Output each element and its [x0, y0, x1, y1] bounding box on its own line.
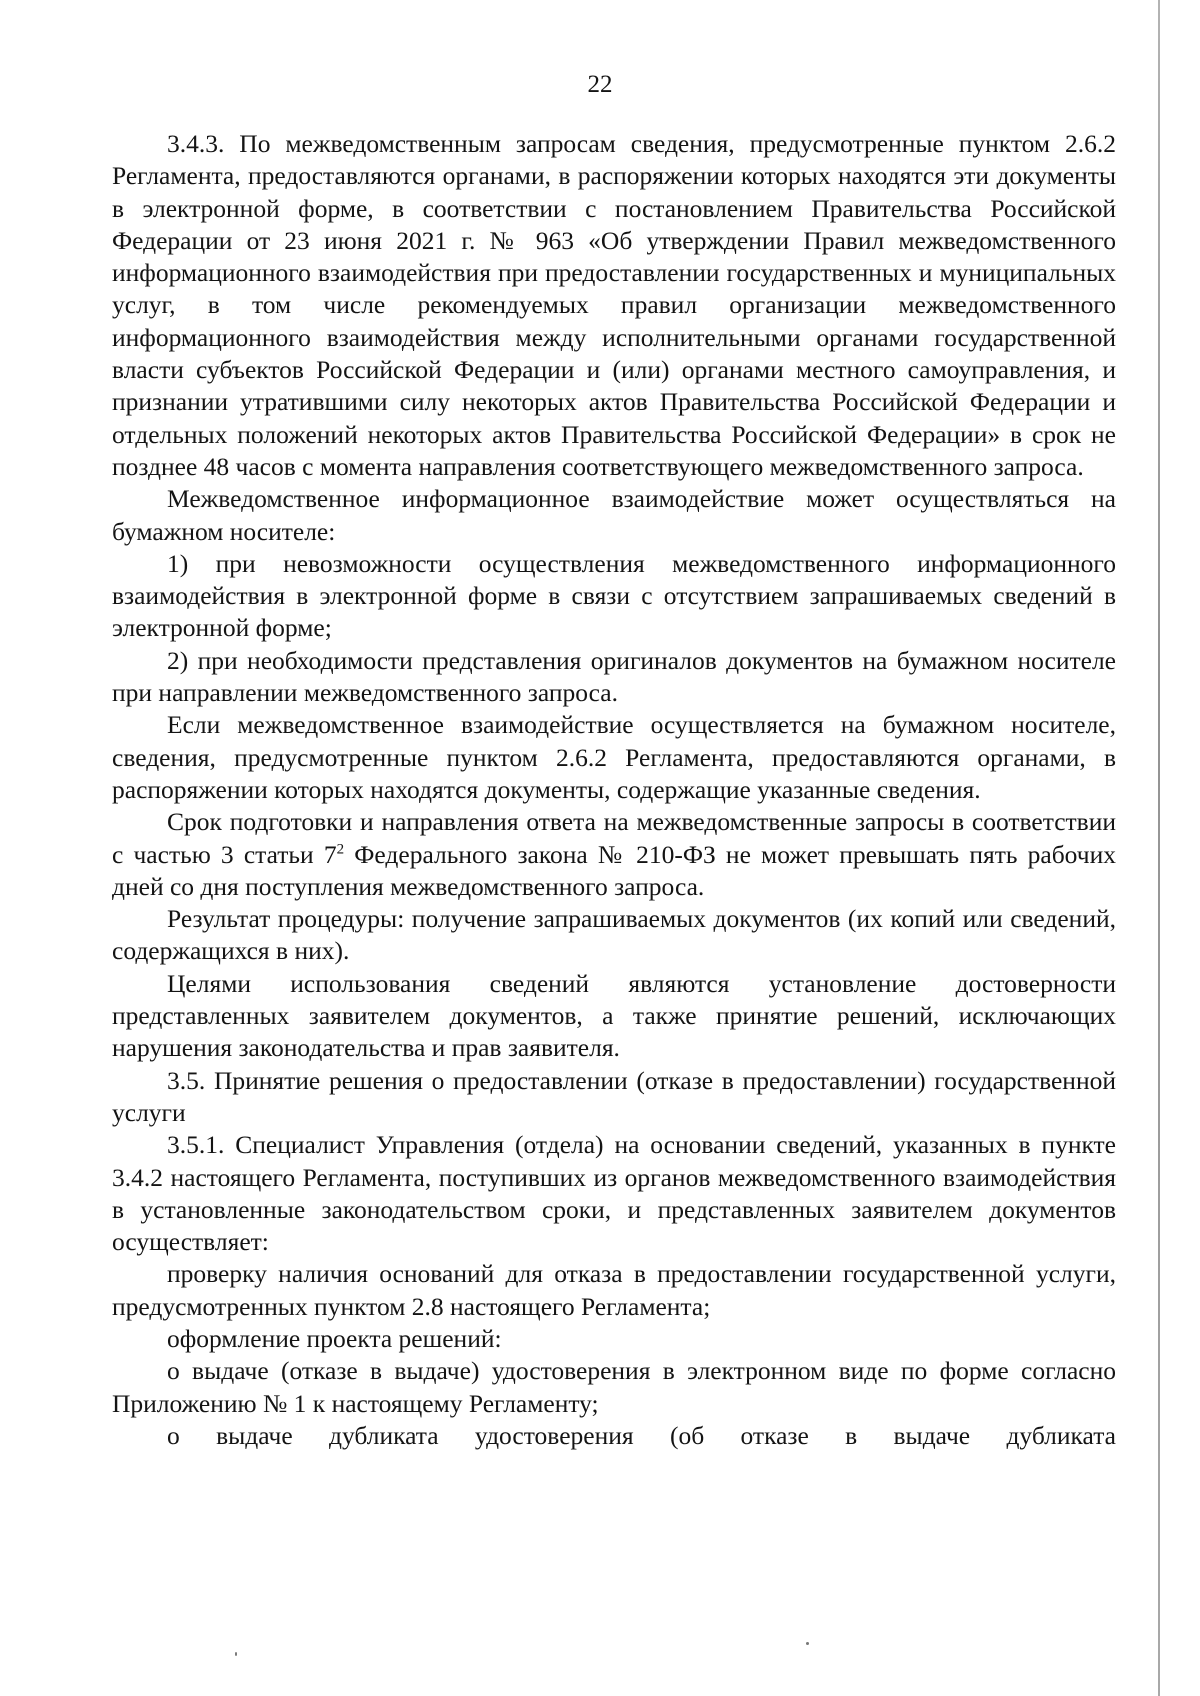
superscript-article: 2 — [336, 841, 345, 858]
paragraph-draft-decisions: оформление проекта решений: — [167, 1323, 502, 1353]
deadline-text-end: Федерального закона № 210-ФЗ не может превышать пять рабочих дней со дня поступления межведомственного запроса. — [112, 839, 1116, 901]
paragraph-paper-carrier: Если межведомственное взаимодействие осуществляется на бумажном носителе, сведения, предусмотренные пунктом 2.6.2 Регламента, предоставляются органами, в распоряжении которых находятся документы, содержащие указанные сведения. — [112, 710, 1116, 804]
list-item-1: 1) при невозможности осуществления межведомственного информационного взаимодействия в электронной форме в связи с отсутствием запрашиваемых сведений в электронной форме; — [112, 548, 1116, 643]
paragraph-goals: Целями использования сведений являются установление достоверности представленных заявителем документов, а также принятие решений, исключающих нарушения законодательства и прав заявителя. — [112, 968, 1116, 1063]
scan-speck — [806, 1642, 809, 1645]
paragraph-3-5-1: 3.5.1. Специалист Управления (отдела) на основании сведений, указанных в пункте 3.4.2 настоящего Регламента, поступивших из органов межведомственного взаимодействия в установленные законодательством сроки, и представленных заявителем документов осуществляет: — [112, 1130, 1116, 1257]
document-body — [112, 128, 1116, 1452]
page-number: 22 — [587, 71, 613, 98]
paragraph-3-4-3: 3.4.3. По межведомственным запросам сведения, предусмотренные пунктом 2.6.2 Регламента, предоставляются органами, в распоряжении которых находятся эти документы в электронной форме, в соответствии с постановлением Правительства Российской Федерации от 23 июня 2021 г. № 963 «Об утверждении Правил межведомственного информационного взаимодействия при предоставлении государственных и муниципальных услуг, в том числе рекомендуемых правил организации межведомственного информационного взаимодействия между исполнительными органами государственной власти субъектов Российской Федерации и (или) органами местного самоуправления, и признании утратившими силу некоторых актов Правительства Российской Федерации и отдельных положений некоторых актов Правительства Российской Федерации» в срок не позднее 48 часов с момента направления соответствующего межведомственного запроса. — [112, 129, 1116, 481]
paragraph-procedure-result: Результат процедуры: получение запрашиваемых документов (их копий или сведений, содержащихся в них). — [112, 904, 1116, 966]
paragraph-issue-duplicate: о выдаче дубликата удостоверения (об отказе в выдаче дубликата — [167, 1420, 1116, 1450]
paragraph-paper-interaction: Межведомственное информационное взаимодействие может осуществляться на бумажном носителе: — [112, 484, 1116, 546]
paragraph-issue-certificate: о выдаче (отказе в выдаче) удостоверения в электронном виде по форме согласно Приложению № 1 к настоящему Регламенту; — [112, 1356, 1116, 1418]
scan-edge-line — [1158, 0, 1160, 1696]
paragraph-check-grounds: проверку наличия оснований для отказа в предоставлении государственной услуги, предусмотренных пунктом 2.8 настоящего Регламента; — [112, 1259, 1116, 1321]
list-item-2: 2) при необходимости представления оригиналов документов на бумажном носителе при направлении межведомственного запроса. — [112, 645, 1116, 708]
scan-speck — [235, 1652, 237, 1656]
section-heading-3-5: 3.5. Принятие решения о предоставлении (отказе в предоставлении) государственной услуги — [112, 1065, 1116, 1127]
deadline-text-start: Срок подготовки и направления ответа на межведомственные запросы в соответствии с частью 3 статьи 7 — [112, 807, 1116, 869]
paragraph-deadline — [112, 806, 1116, 903]
